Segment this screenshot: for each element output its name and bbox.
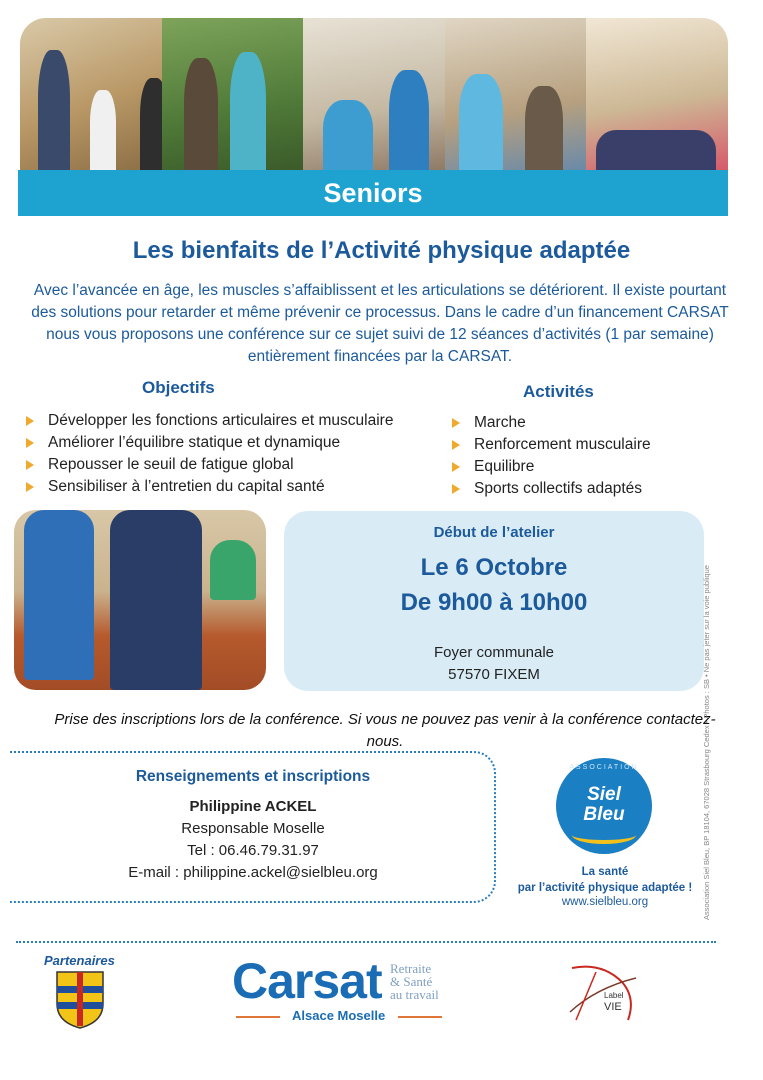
bullet-icon: [26, 460, 34, 470]
list-item: Améliorer l’équilibre statique et dynamique: [20, 432, 430, 454]
photo-arms-up: [445, 18, 587, 170]
activites-list: [446, 412, 736, 500]
atelier-date: Le 6 Octobre: [420, 554, 568, 581]
activites-heading: Activités: [523, 382, 594, 401]
contact-heading: Renseignements et inscriptions: [135, 768, 371, 785]
siel-bleu-logo: [556, 758, 652, 854]
list-item: Equilibre: [446, 456, 736, 478]
header-photo-strip: [20, 18, 728, 170]
contact-email: E-mail : philippine.ackel@sielbleu.org: [128, 864, 378, 881]
banner-title: Seniors: [323, 177, 423, 208]
objectifs-heading: Objectifs: [142, 378, 215, 397]
partners-label: Partenaires: [44, 953, 115, 968]
coat-of-arms-icon: [55, 970, 105, 1030]
svg-text:VIE: VIE: [604, 1001, 622, 1013]
list-item: Renforcement musculaire: [446, 434, 736, 456]
contact-phone: Tel : 06.46.79.31.97: [187, 842, 319, 859]
registration-note: Prise des inscriptions lors de la conférence. Si vous ne pouvez pas venir à la conférence contactez-nous.: [54, 711, 716, 750]
siel-tagline: La santé par l’activité physique adaptée !: [517, 866, 693, 894]
list-item: Marche: [446, 412, 736, 434]
carsat-tagline: Retraite & Santé au travail: [390, 961, 439, 1002]
bullet-icon: [452, 484, 460, 494]
bullet-icon: [452, 418, 460, 428]
venue-address: 57570 FIXEM: [448, 666, 540, 683]
photo-walking: [162, 18, 304, 170]
logo-word-siel: Siel: [587, 784, 621, 805]
bullet-icon: [26, 482, 34, 492]
bullet-icon: [452, 462, 460, 472]
list-item: Repousser le seuil de fatigue global: [20, 454, 430, 476]
footer-divider: [16, 941, 716, 943]
bullet-icon: [26, 438, 34, 448]
carsat-logo-word: Carsat: [232, 953, 382, 1009]
label-vie-logo: [566, 958, 642, 1024]
objectifs-list: [20, 410, 430, 498]
atelier-label: Début de l’atelier: [433, 524, 555, 541]
legal-vertical-note: Association Siel Bleu, BP 18104, 67028 Strasbourg Cedex • Photos : SB • Ne pas jeter sur la voie publique: [702, 565, 711, 920]
bullet-icon: [26, 416, 34, 426]
atelier-venue: [284, 642, 704, 686]
carsat-rule-left: [236, 1016, 280, 1018]
logo-arc-text: ASSOCIATION: [569, 764, 639, 771]
list-item: Sensibiliser à l’entretien du capital santé: [20, 476, 430, 498]
logo-word-bleu: Bleu: [583, 804, 625, 825]
photo-stretching: [303, 18, 445, 170]
page-title: Les bienfaits de l’Activité physique adaptée: [132, 237, 631, 264]
siel-website-link[interactable]: www.sielbleu.org: [561, 896, 649, 908]
swoosh-icon: [572, 826, 636, 844]
bullet-icon: [452, 440, 460, 450]
carsat-region: Alsace Moselle: [292, 1008, 386, 1023]
photo-floor-exercise: [586, 18, 728, 170]
list-item: Sports collectifs adaptés: [446, 478, 736, 500]
contact-role: Responsable Moselle: [181, 820, 325, 837]
atelier-time: De 9h00 à 10h00: [400, 589, 588, 616]
intro-text: Avec l’avancée en âge, les muscles s’affaiblissent et les articulations se détériorent. Il existe pourtant des solutions pour retarder et même prévenir ce processus. Dans le cadre d’un financement CARSAT nous vous proposons une conférence sur ce sujet suivi de 12 séances d’activités (1 par semaine) entièrement financées par la CARSAT.: [31, 282, 729, 365]
contact-name: Philippine ACKEL: [189, 798, 317, 815]
photo-aerobics: [20, 18, 162, 170]
carsat-rule-right: [398, 1016, 442, 1018]
svg-text:Label: Label: [604, 991, 624, 1000]
list-item: Développer les fonctions articulaires et musculaire: [20, 410, 430, 432]
seniors-banner: [18, 170, 728, 216]
venue-name: Foyer communale: [433, 644, 555, 661]
photo-exercise-session: [14, 510, 266, 690]
